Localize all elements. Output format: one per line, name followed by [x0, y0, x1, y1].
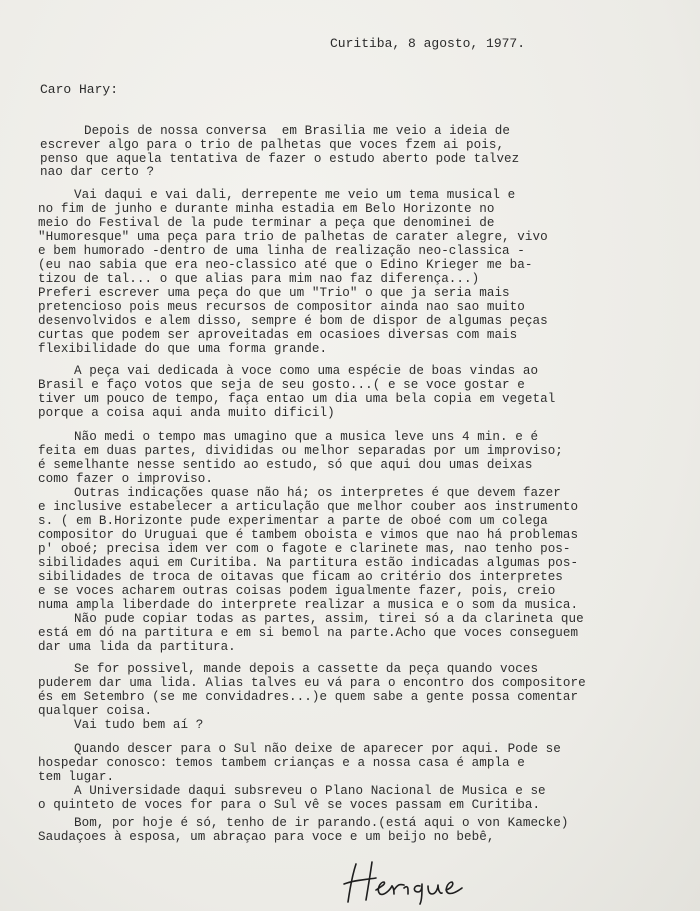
body-line: Bom, por hoje é só, tenho de ir parando.(está aqui o von Kamecke): [74, 816, 569, 830]
body-line: és em Setembro (se me convidadres...)e quem sabe a gente possa comentar: [38, 690, 579, 704]
body-line: Saudaçoes à esposa, um abraçao para voce e um beijo no bebê,: [38, 830, 495, 844]
body-line: curtas que podem ser aproveitadas em ocasioes diversas com mais: [38, 328, 518, 342]
body-line: Quando descer para o Sul não deixe de aparecer por aqui. Pode se: [74, 742, 561, 756]
body-line: desenvolvidos e alem disso, sempre é bom de dispor de algumas peças: [38, 314, 548, 328]
body-line: como fazer o improviso.: [38, 472, 213, 486]
body-line: Não medi o tempo mas umagino que a musica leve uns 4 min. e é: [74, 430, 539, 444]
body-line: no fim de junho e durante minha estadia em Belo Horizonte no: [38, 202, 495, 216]
body-line: flexibilidade do que uma forma grande.: [38, 342, 328, 356]
body-line: Se for possivel, mande depois a cassette da peça quando voces: [74, 662, 539, 676]
body-line: escrever algo para o trio de palhetas que voces fzem ai pois,: [40, 138, 505, 152]
body-line: compositor do Uruguai que é tambem oboista e vimos que nao há problemas: [38, 528, 579, 542]
body-line: meio do Festival de la pude terminar a peça que denominei de: [38, 216, 495, 230]
body-line: sibilidades de troca de oitavas que ficam ao critério dos interpretes: [38, 570, 563, 584]
body-line: tizou de tal... o que alias para mim nao faz diferença...): [38, 272, 480, 286]
body-line: numa ampla liberdade do interprete realizar a musica e o som da musica.: [38, 598, 579, 612]
body-line: Vai tudo bem aí ?: [74, 718, 204, 732]
body-line: sibilidades aqui em Curitiba. Na partitura estão indicadas algumas pos-: [38, 556, 579, 570]
body-line: (eu nao sabia que era neo-classico até que o Edino Krieger me ba-: [38, 258, 533, 272]
body-line: tem lugar.: [38, 770, 115, 784]
body-line: s. ( em B.Horizonte pude experimentar a parte de oboé com um colega: [38, 514, 548, 528]
handwritten-signature: [342, 858, 482, 906]
body-line: Brasil e faço votos que seja de seu gosto...( e se voce gostar e: [38, 378, 525, 392]
body-line: A peça vai dedicada à voce como uma espécie de boas vindas ao: [74, 364, 539, 378]
body-line: nao dar certo ?: [40, 165, 155, 179]
body-line: feita em duas partes, divididas ou melhor separadas por um improviso;: [38, 444, 563, 458]
body-line: Não pude copiar todas as partes, assim, tirei só a da clarineta que: [74, 612, 584, 626]
body-line: puderem dar uma lida. Alias talves eu vá para o encontro dos compositore: [38, 676, 586, 690]
body-line: está em dó na partitura e em si bemol na parte.Acho que voces conseguem: [38, 626, 579, 640]
body-line: A Universidade daqui subsreveu o Plano Nacional de Musica e se: [74, 784, 546, 798]
body-line: e bem humorado -dentro de uma linha de realização neo-classica -: [38, 244, 525, 258]
body-line: hospedar conosco: temos tambem crianças e a nossa casa é ampla e: [38, 756, 525, 770]
body-line: penso que aquela tentativa de fazer o estudo aberto pode talvez: [40, 152, 520, 166]
body-line: Depois de nossa conversa em Brasilia me veio a ideia de: [84, 124, 511, 138]
body-line: porque a coisa aqui anda muito dificil): [38, 406, 335, 420]
body-line: qualquer coisa.: [38, 704, 153, 718]
body-line: "Humoresque" uma peça para trio de palhetas de carater alegre, vivo: [38, 230, 548, 244]
body-line: Vai daqui e vai dali, derrepente me veio um tema musical e: [74, 188, 516, 202]
body-line: é semelhante nesse sentido ao estudo, só que aqui dou umas deixas: [38, 458, 533, 472]
body-line: Outras indicações quase não há; os interpretes é que devem fazer: [74, 486, 561, 500]
body-line: p' oboé; precisa idem ver com o fagote e clarinete mas, nao tenho pos-: [38, 542, 571, 556]
body-line: pretencioso pois meus recursos de compositor ainda nao sao muito: [38, 300, 525, 314]
body-line: e se voces acharem outras coisas podem igualmente fazer, pois, creio: [38, 584, 556, 598]
letter-date: Curitiba, 8 agosto, 1977.: [330, 36, 526, 51]
body-line: tiver um pouco de tempo, faça entao um dia uma bela copia em vegetal: [38, 392, 556, 406]
body-line: dar uma lida da partitura.: [38, 640, 236, 654]
letter-salutation: Caro Hary:: [40, 82, 119, 97]
body-line: Preferi escrever uma peça do que um "Trio" o que ja seria mais: [38, 286, 510, 300]
body-line: o quinteto de voces for para o Sul vê se voces passam em Curitiba.: [38, 798, 541, 812]
body-line: e inclusive estabelecer a articulação que melhor couber aos instrumento: [38, 500, 579, 514]
